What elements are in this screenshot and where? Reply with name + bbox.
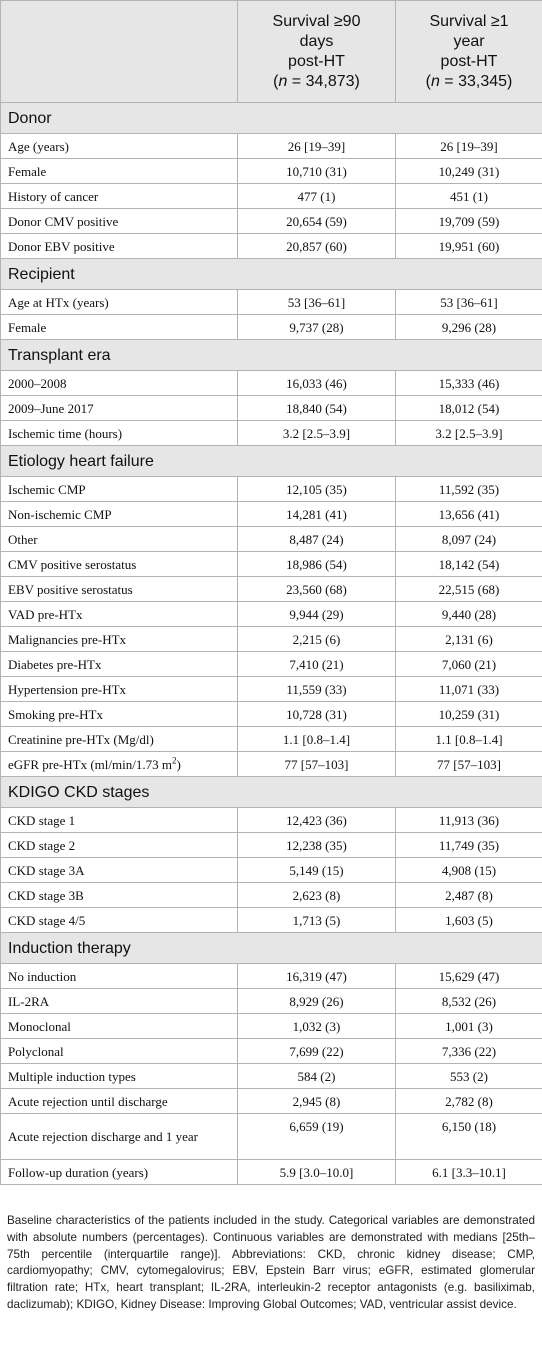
value-90-days: 7,699 (22) xyxy=(238,1039,396,1064)
table-body xyxy=(1,103,542,1185)
value-1-year: 19,709 (59) xyxy=(396,209,542,234)
table-row xyxy=(1,989,542,1014)
row-label: CKD stage 3B xyxy=(1,883,238,908)
value-90-days: 18,986 (54) xyxy=(238,552,396,577)
table-row xyxy=(1,1089,542,1114)
value-1-year: 15,333 (46) xyxy=(396,371,542,396)
value-90-days: 8,929 (26) xyxy=(238,989,396,1014)
table-row xyxy=(1,1014,542,1039)
row-label: Female xyxy=(1,159,238,184)
table-row xyxy=(1,1039,542,1064)
row-label: No induction xyxy=(1,964,238,989)
table-row xyxy=(1,552,542,577)
value-90-days: 1,032 (3) xyxy=(238,1014,396,1039)
value-1-year: 22,515 (68) xyxy=(396,577,542,602)
row-label: Follow-up duration (years) xyxy=(1,1160,238,1185)
row-label: EBV positive serostatus xyxy=(1,577,238,602)
value-1-year: 15,629 (47) xyxy=(396,964,542,989)
value-90-days: 12,423 (36) xyxy=(238,808,396,833)
table-row xyxy=(1,234,542,259)
table-row xyxy=(1,908,542,933)
table-row xyxy=(1,134,542,159)
section-header-row xyxy=(1,259,542,290)
value-1-year: 8,532 (26) xyxy=(396,989,542,1014)
header-survival-1-year: Survival ≥1 year post-HT (n = 33,345) xyxy=(396,1,542,103)
header-survival-90-days: Survival ≥90 days post-HT (n = 34,873) xyxy=(238,1,396,103)
value-1-year: 9,440 (28) xyxy=(396,602,542,627)
row-label: Ischemic time (hours) xyxy=(1,421,238,446)
row-label: CKD stage 4/5 xyxy=(1,908,238,933)
row-label: Monoclonal xyxy=(1,1014,238,1039)
value-1-year: 7,060 (21) xyxy=(396,652,542,677)
value-90-days: 11,559 (33) xyxy=(238,677,396,702)
row-label: Donor CMV positive xyxy=(1,209,238,234)
value-1-year: 19,951 (60) xyxy=(396,234,542,259)
row-label: Smoking pre-HTx xyxy=(1,702,238,727)
value-90-days: 7,410 (21) xyxy=(238,652,396,677)
value-90-days: 1,713 (5) xyxy=(238,908,396,933)
value-90-days: 23,560 (68) xyxy=(238,577,396,602)
value-1-year: 11,592 (35) xyxy=(396,477,542,502)
value-1-year: 26 [19–39] xyxy=(396,134,542,159)
value-90-days: 2,215 (6) xyxy=(238,627,396,652)
value-90-days: 26 [19–39] xyxy=(238,134,396,159)
table-row xyxy=(1,371,542,396)
row-label: CKD stage 3A xyxy=(1,858,238,883)
value-1-year: 11,749 (35) xyxy=(396,833,542,858)
table-row xyxy=(1,502,542,527)
table-row xyxy=(1,883,542,908)
value-90-days: 16,033 (46) xyxy=(238,371,396,396)
value-90-days: 20,857 (60) xyxy=(238,234,396,259)
value-90-days: 5.9 [3.0–10.0] xyxy=(238,1160,396,1185)
value-1-year: 2,131 (6) xyxy=(396,627,542,652)
value-1-year: 10,249 (31) xyxy=(396,159,542,184)
value-1-year: 553 (2) xyxy=(396,1064,542,1089)
table-row xyxy=(1,652,542,677)
row-label: Multiple induction types xyxy=(1,1064,238,1089)
table-row xyxy=(1,702,542,727)
value-1-year: 13,656 (41) xyxy=(396,502,542,527)
row-label: Donor EBV positive xyxy=(1,234,238,259)
table-row xyxy=(1,602,542,627)
value-1-year: 8,097 (24) xyxy=(396,527,542,552)
row-label: CKD stage 2 xyxy=(1,833,238,858)
section-title: Transplant era xyxy=(1,340,542,371)
table-row xyxy=(1,752,542,777)
table-row xyxy=(1,727,542,752)
footnote-text: Baseline characteristics of the patients included in the study. Categorical variables are demonstrated with absolute numbers (percentages). Continuous variables are demonstrated with medians [25th–75th percentile (interquartile range)]. Abbreviations: CKD, chronic kidney disease; CMP, cardiomyopathy; CMV, cytomegalovirus; EBV, Epstein Barr virus; eGFR, estimated glomerular filtration rate; HTx, heart transplant; IL-2RA, interleukin-2 receptor antagonists (e.g. basiliximab, daclizumab); KDIGO, Kidney Disease: Improving Global Outcomes; VAD, ventricular assist device. xyxy=(7,1214,536,1311)
value-1-year: 6.1 [3.3–10.1] xyxy=(396,1160,542,1185)
row-label: CMV positive serostatus xyxy=(1,552,238,577)
value-90-days: 53 [36–61] xyxy=(238,290,396,315)
row-label: IL-2RA xyxy=(1,989,238,1014)
value-1-year: 2,487 (8) xyxy=(396,883,542,908)
value-90-days: 477 (1) xyxy=(238,184,396,209)
value-1-year: 18,142 (54) xyxy=(396,552,542,577)
table-row xyxy=(1,808,542,833)
value-90-days: 77 [57–103] xyxy=(238,752,396,777)
row-label: Creatinine pre-HTx (Mg/dl) xyxy=(1,727,238,752)
value-90-days: 12,238 (35) xyxy=(238,833,396,858)
value-90-days: 12,105 (35) xyxy=(238,477,396,502)
section-title: Etiology heart failure xyxy=(1,446,542,477)
value-90-days: 20,654 (59) xyxy=(238,209,396,234)
row-label: Polyclonal xyxy=(1,1039,238,1064)
value-1-year: 3.2 [2.5–3.9] xyxy=(396,421,542,446)
value-90-days: 18,840 (54) xyxy=(238,396,396,421)
table-row xyxy=(1,1160,542,1185)
table-row xyxy=(1,290,542,315)
value-90-days: 2,623 (8) xyxy=(238,883,396,908)
value-90-days: 10,710 (31) xyxy=(238,159,396,184)
value-1-year: 18,012 (54) xyxy=(396,396,542,421)
row-label: Female xyxy=(1,315,238,340)
value-1-year: 77 [57–103] xyxy=(396,752,542,777)
section-header-row xyxy=(1,777,542,808)
value-1-year: 6,150 (18) xyxy=(396,1114,542,1160)
table-row xyxy=(1,315,542,340)
value-1-year: 53 [36–61] xyxy=(396,290,542,315)
section-header-row xyxy=(1,340,542,371)
value-1-year: 1,603 (5) xyxy=(396,908,542,933)
value-90-days: 10,728 (31) xyxy=(238,702,396,727)
row-label: Malignancies pre-HTx xyxy=(1,627,238,652)
row-label: Age (years) xyxy=(1,134,238,159)
table-row xyxy=(1,1114,542,1160)
value-1-year: 1,001 (3) xyxy=(396,1014,542,1039)
value-90-days: 1.1 [0.8–1.4] xyxy=(238,727,396,752)
value-1-year: 10,259 (31) xyxy=(396,702,542,727)
row-label: Acute rejection until discharge xyxy=(1,1089,238,1114)
table-row xyxy=(1,677,542,702)
row-label: CKD stage 1 xyxy=(1,808,238,833)
table-footnote xyxy=(0,1213,542,1314)
table-row xyxy=(1,833,542,858)
row-label: Hypertension pre-HTx xyxy=(1,677,238,702)
table-row xyxy=(1,209,542,234)
value-90-days: 14,281 (41) xyxy=(238,502,396,527)
table-row xyxy=(1,184,542,209)
value-90-days: 6,659 (19) xyxy=(238,1114,396,1160)
table-row xyxy=(1,421,542,446)
header-empty-cell xyxy=(1,1,238,103)
row-label: Acute rejection discharge and 1 year xyxy=(1,1114,238,1160)
row-label: VAD pre-HTx xyxy=(1,602,238,627)
row-label: 2000–2008 xyxy=(1,371,238,396)
row-label: History of cancer xyxy=(1,184,238,209)
value-1-year: 11,071 (33) xyxy=(396,677,542,702)
value-90-days: 8,487 (24) xyxy=(238,527,396,552)
section-title: Donor xyxy=(1,103,542,134)
section-title: KDIGO CKD stages xyxy=(1,777,542,808)
table-row xyxy=(1,159,542,184)
value-90-days: 16,319 (47) xyxy=(238,964,396,989)
section-header-row xyxy=(1,103,542,134)
row-label: Age at HTx (years) xyxy=(1,290,238,315)
value-1-year: 7,336 (22) xyxy=(396,1039,542,1064)
table-row xyxy=(1,858,542,883)
value-1-year: 9,296 (28) xyxy=(396,315,542,340)
row-label: eGFR pre-HTx (ml/min/1.73 $m^2$) xyxy=(1,752,238,777)
value-90-days: 3.2 [2.5–3.9] xyxy=(238,421,396,446)
table-row xyxy=(1,577,542,602)
value-1-year: 4,908 (15) xyxy=(396,858,542,883)
value-90-days: 584 (2) xyxy=(238,1064,396,1089)
value-1-year: 11,913 (36) xyxy=(396,808,542,833)
section-header-row xyxy=(1,446,542,477)
row-label: Non-ischemic CMP xyxy=(1,502,238,527)
value-90-days: 9,944 (29) xyxy=(238,602,396,627)
table-row xyxy=(1,477,542,502)
row-label: 2009–June 2017 xyxy=(1,396,238,421)
section-header-row xyxy=(1,933,542,964)
table-header-row xyxy=(1,1,542,103)
table-row xyxy=(1,396,542,421)
section-title: Induction therapy xyxy=(1,933,542,964)
table-row xyxy=(1,527,542,552)
table-row xyxy=(1,1064,542,1089)
value-1-year: 451 (1) xyxy=(396,184,542,209)
value-1-year: 2,782 (8) xyxy=(396,1089,542,1114)
table-row xyxy=(1,627,542,652)
row-label: Diabetes pre-HTx xyxy=(1,652,238,677)
value-1-year: 1.1 [0.8–1.4] xyxy=(396,727,542,752)
table-row xyxy=(1,964,542,989)
row-label: Ischemic CMP xyxy=(1,477,238,502)
value-90-days: 9,737 (28) xyxy=(238,315,396,340)
section-title: Recipient xyxy=(1,259,542,290)
value-90-days: 5,149 (15) xyxy=(238,858,396,883)
row-label: Other xyxy=(1,527,238,552)
value-90-days: 2,945 (8) xyxy=(238,1089,396,1114)
